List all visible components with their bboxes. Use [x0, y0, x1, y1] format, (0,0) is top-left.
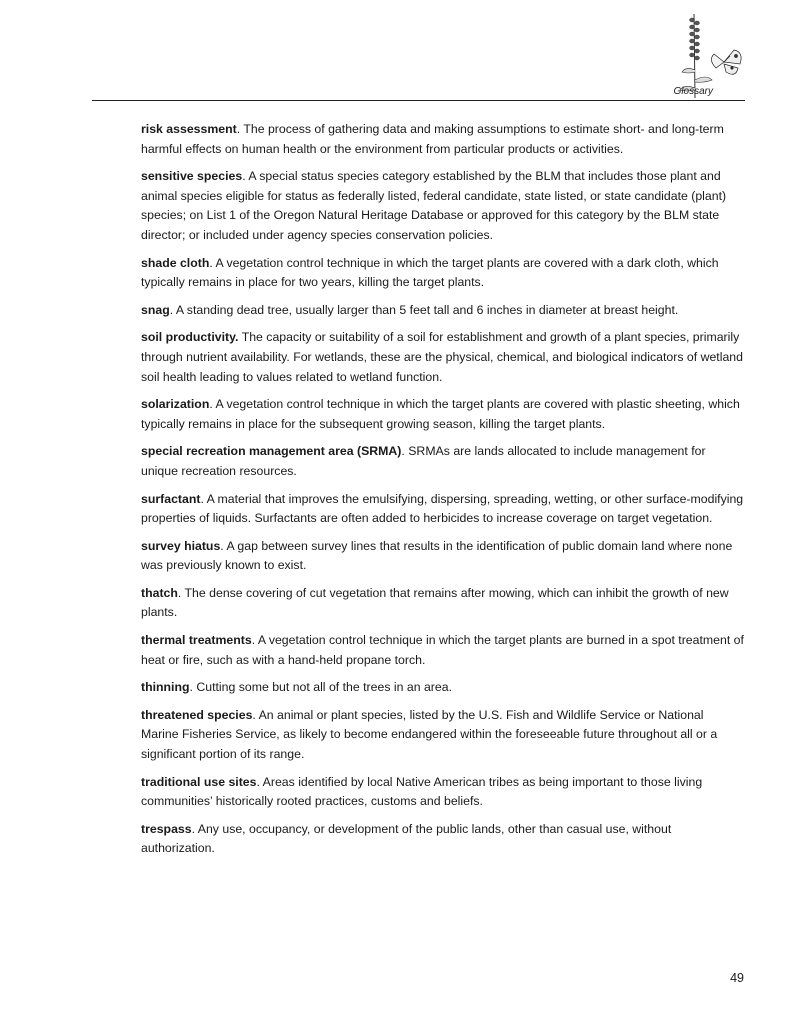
- glossary-term: soil productivity.: [141, 330, 239, 345]
- glossary-definition: A vegetation control technique in which the target plants are covered with plastic sheeting, which typically remains in place for the subsequent growing season, killing the target plants.: [141, 397, 740, 431]
- glossary-definition: Any use, occupancy, or development of the public lands, other than casual use, without authorization.: [141, 821, 672, 856]
- glossary-term: special recreation management area (SRMA): [141, 444, 402, 459]
- glossary-definition: The process of gathering data and making assumptions to estimate short- and long-term harmful effects on human health or the environment from particular products or activities.: [141, 122, 724, 156]
- glossary-term: solarization: [141, 397, 210, 412]
- glossary-definition: A standing dead tree, usually larger than 5 feet tall and 6 inches in diameter at breast height.: [175, 302, 679, 317]
- glossary-definition: A vegetation control technique in which the target plants are covered with a dark cloth, which typically remains in place for two years, killing the target plants.: [141, 255, 719, 290]
- glossary-definition: A gap between survey lines that results in the identification of public domain land where none was previously known to exist.: [141, 538, 733, 573]
- glossary-entry: [141, 328, 744, 387]
- glossary-entry: thatch. The dense covering of cut vegetation that remains after mowing, which can inhibit the growth of new plants.: [141, 585, 729, 620]
- glossary-term: thermal treatments: [141, 633, 252, 648]
- glossary-entry: thermal treatments. A vegetation control technique in which the target plants are burned in a spot treatment of heat or fire, such as with a hand-held propane torch.: [141, 633, 744, 667]
- glossary-entry: surfactant. A material that improves the emulsifying, dispersing, spreading, wetting, or other surface-modifying properties of liquids. Surfactants are often added to herbicides to increase coverage on target vegetation.: [141, 491, 744, 526]
- glossary-term: surfactant: [141, 491, 201, 506]
- glossary-definition: The capacity or suitability of a soil for establishment and growth of a plant species, primarily through nutrient availability. For wetlands, these are the physical, chemical, and biological indicators of wetland soil health leading to values related to wetland function.: [141, 330, 743, 384]
- glossary-entry: risk assessment. The process of gathering data and making assumptions to estimate short- and long-term harmful effects on human health or the environment from particular products or activities.: [141, 122, 724, 156]
- page-number: 49: [730, 971, 744, 985]
- glossary-entry: threatened species. An animal or plant species, listed by the U.S. Fish and Wildlife Service or National Marine Fisheries Service, as likely to become endangered within the foreseeable future throughout all or a significant portion of its range.: [141, 707, 718, 762]
- glossary-term: snag: [141, 302, 170, 317]
- glossary-definition: A vegetation control technique in which the target plants are burned in a spot treatment of heat or fire, such as with a hand-held propane torch.: [141, 633, 744, 667]
- glossary-entry: trespass. Any use, occupancy, or development of the public lands, other than casual use, without authorization.: [141, 821, 672, 856]
- glossary-definition: The dense covering of cut vegetation that remains after mowing, which can inhibit the growth of new plants.: [141, 585, 729, 620]
- glossary-term: shade cloth: [141, 255, 210, 270]
- glossary-term: trespass: [141, 821, 192, 836]
- glossary-entry: traditional use sites. Areas identified by local Native American tribes as being important to those living communities’ historically rooted practices, customs and beliefs.: [141, 774, 703, 809]
- glossary-entry: sensitive species. A special status species category established by the BLM that includes those plant and animal species eligible for status as federally listed, federal candidate, state listed, or state candidate (plant) species; on List 1 of the Oregon Natural Heritage Database or approved for this category by the BLM state director; or included under agency species conservation policies.: [141, 169, 727, 242]
- glossary-entry: thinning. Cutting some but not all of the trees in an area.: [141, 680, 452, 695]
- glossary-definition: A special status species category established by the BLM that includes those plant and animal species eligible for status as federally listed, federal candidate, state listed, or state candidate (plant) species; on List 1 of the Oregon Natural Heritage Database or approved for this category by the BLM state director; or included under agency species conservation policies.: [141, 169, 727, 242]
- glossary-entry: special recreation management area (SRMA). SRMAs are lands allocated to include management for unique recreation resources.: [141, 444, 706, 478]
- glossary-list: [141, 120, 744, 867]
- glossary-entry: snag. A standing dead tree, usually larger than 5 feet tall and 6 inches in diameter at breast height.: [141, 302, 679, 317]
- glossary-entry: shade cloth. A vegetation control technique in which the target plants are covered with a dark cloth, which typically remains in place for two years, killing the target plants.: [141, 255, 719, 290]
- glossary-definition: Cutting some but not all of the trees in an area.: [196, 680, 452, 695]
- glossary-term: thatch: [141, 585, 178, 600]
- glossary-term: risk assessment: [141, 122, 237, 136]
- glossary-term: sensitive species: [141, 169, 243, 184]
- glossary-term: traditional use sites: [141, 774, 257, 789]
- glossary-term: survey hiatus: [141, 538, 221, 553]
- glossary-term: thinning: [141, 680, 190, 695]
- section-label: Glossary: [673, 86, 713, 97]
- glossary-term: threatened species: [141, 707, 253, 722]
- glossary-entry: survey hiatus. A gap between survey lines that results in the identification of public domain land where none was previously known to exist.: [141, 538, 733, 573]
- glossary-definition: Areas identified by local Native American tribes as being important to those living communities’ historically rooted practices, customs and beliefs.: [141, 774, 703, 809]
- glossary-definition: An animal or plant species, listed by the U.S. Fish and Wildlife Service or National Marine Fisheries Service, as likely to become endangered within the foreseeable future throughout all or a significant portion of its range.: [141, 707, 718, 762]
- glossary-entry: solarization. A vegetation control technique in which the target plants are covered with plastic sheeting, which typically remains in place for the subsequent growing season, killing the target plants.: [141, 397, 740, 431]
- header-divider: [92, 100, 745, 101]
- glossary-definition: A material that improves the emulsifying, dispersing, spreading, wetting, or other surface-modifying properties of liquids. Surfactants are often added to herbicides to increase coverage on target vegetation.: [141, 491, 744, 526]
- glossary-definition: SRMAs are lands allocated to include management for unique recreation resources.: [141, 444, 706, 478]
